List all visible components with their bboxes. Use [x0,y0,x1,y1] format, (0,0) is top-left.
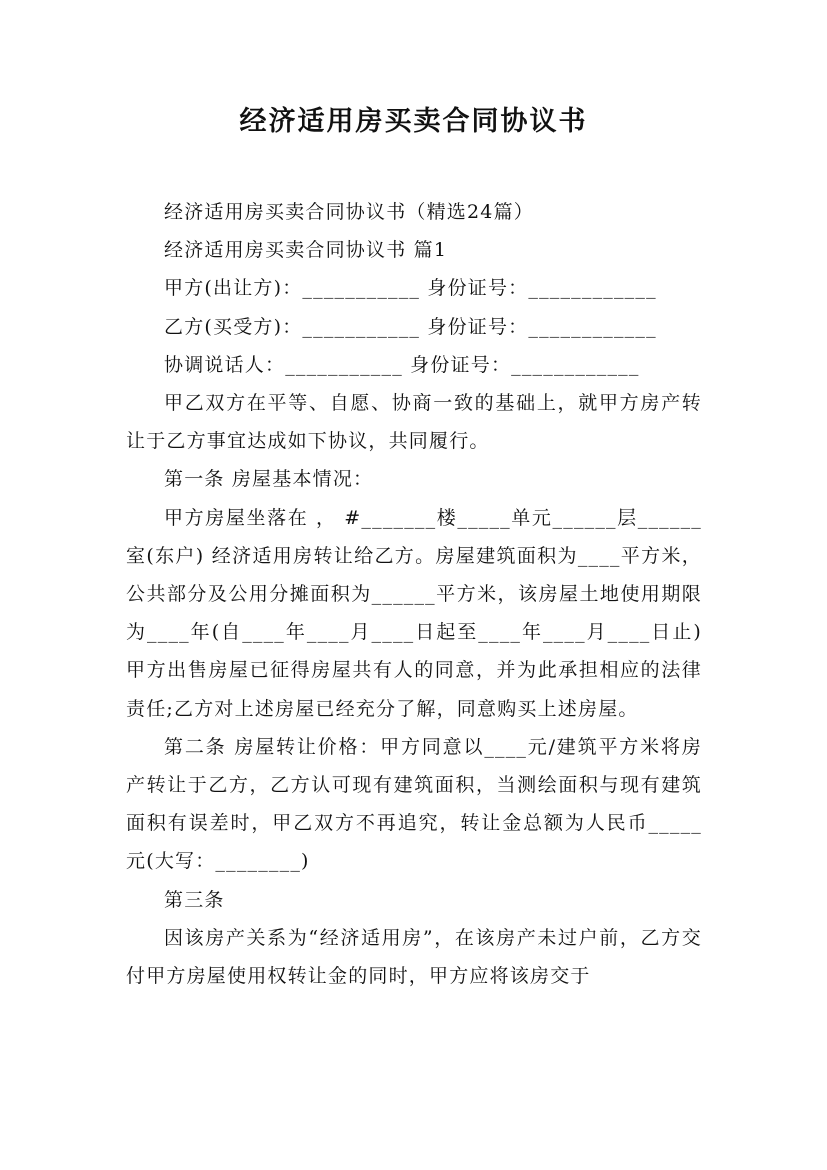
article-1-heading: 第一条 房屋基本情况： [164,468,374,491]
party-a-line: 甲方(出让方)：___________ 身份证号：____________ [164,277,657,300]
document-title: 经济适用房买卖合同协议书 [239,106,588,137]
mediator-line: 协调说话人：___________ 身份证号：____________ [164,353,640,376]
article-3-paragraph: 因该房产关系为“经济适用房”，在该房产未过户前，乙方交付甲方房屋使用权转让金的同时，甲方应将该房交于 [126,926,702,988]
document-subtitle: 经济适用房买卖合同协议书（精选24篇） [164,201,534,223]
section-heading: 经济适用房买卖合同协议书 篇1 [164,239,448,262]
article-1-paragraph: 甲方房屋坐落在 ， #_______楼_____单元______层______室(东户) 经济适用房转让给乙方。房屋建筑面积为____平方米，公共部分及公用分摊面积为______平方米，该房屋土地使用期限为____年(自____年____月____日起至____年____月____日止)甲方出售房屋已征得房屋共有人的同意，并为此承担相应的法律责任;乙方对上述房屋已经充分了解，同意购买上述房屋。 [126,506,702,720]
party-b-line: 乙方(买受方)：___________ 身份证号：____________ [164,315,657,338]
article-2-paragraph: 第二条 房屋转让价格：甲方同意以____元/建筑平方米将房产转让于乙方，乙方认可现有建筑面积，当测绘面积与现有建筑面积有误差时，甲乙双方不再追究，转让金总额为人民币_____元(大写：________) [126,735,702,873]
preamble-paragraph: 甲乙双方在平等、自愿、协商一致的基础上，就甲方房产转让于乙方事宜达成如下协议，共同履行。 [126,392,702,453]
document-body [126,193,702,995]
article-3-heading: 第三条 [164,888,225,911]
